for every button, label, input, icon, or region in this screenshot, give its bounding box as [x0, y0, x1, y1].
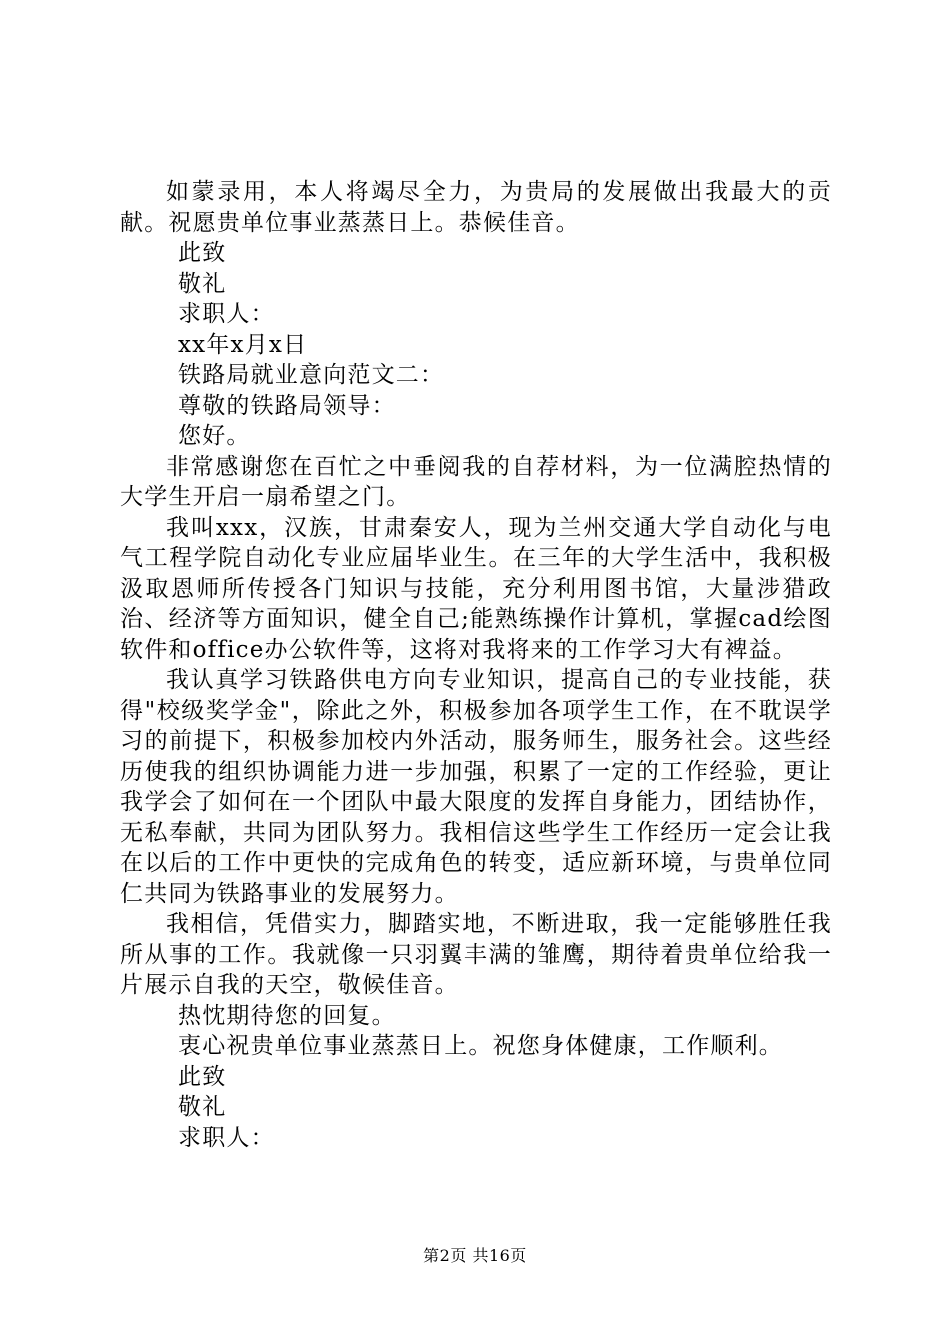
- closing-line: 衷心祝贵单位事业蒸蒸日上。祝您身体健康，工作顺利。: [178, 1033, 783, 1059]
- date-line: xx年x月x日: [178, 331, 308, 358]
- paragraph: 如蒙录用，本人将竭尽全力，为贵局的发展做出我最大的贡献。祝愿贵单位事业蒸蒸日上。恭候佳音。: [120, 179, 832, 236]
- paragraph: 我相信，凭借实力，脚踏实地，不断进取，我一定能够胜任我所从事的工作。我就像一只羽翼丰满的雏鹰，期待着贵单位给我一片展示自我的天空，敬候佳音。: [120, 911, 832, 998]
- closing-line: 此致: [178, 240, 227, 266]
- paragraph: 我叫xxx，汉族，甘肃秦安人，现为兰州交通大学自动化与电气工程学院自动化专业应届毕业生。在三年的大学生活中，我积极汲取恩师所传授各门知识与技能，充分利用图书馆，大量涉猎政治、经济等方面知识，健全自己;能熟练操作计算机，掌握cad绘图软件和office办公软件等，这将对我将来的工作学习大有裨益。: [120, 514, 832, 663]
- closing-line: 热忱期待您的回复。: [178, 1002, 396, 1029]
- page-number-footer: 第2页 共16页: [423, 1246, 527, 1265]
- greeting-line: 尊敬的铁路局领导：: [178, 392, 396, 419]
- closing-line: 此致: [178, 1063, 227, 1090]
- document-body: [120, 177, 832, 1153]
- applicant-line: 求职人：: [178, 1124, 275, 1151]
- salutation-line: 敬礼: [178, 1094, 227, 1120]
- paragraph: 非常感谢您在百忙之中垂阅我的自荐材料，为一位满腔热情的大学生开启一扇希望之门。: [120, 453, 832, 510]
- paragraph: 我认真学习铁路供电方向专业知识，提高自己的专业技能，获得"校级奖学金"，除此之外，积极参加各项学生工作，在不耽误学习的前提下，积极参加校内外活动，服务师生，服务社会。这些经历使我的组织协调能力进一步加强，积累了一定的工作经验，更让我学会了如何在一个团队中最大限度的发挥自身能力，团结协作，无私奉献，共同为团队努力。我相信这些学生工作经历一定会让我在以后的工作中更快的完成角色的转变，适应新环境，与贵单位同仁共同为铁路事业的发展努力。: [120, 667, 832, 907]
- salutation-line: 敬礼: [178, 270, 227, 297]
- applicant-line: 求职人：: [178, 301, 275, 327]
- greeting-line: 您好。: [178, 423, 251, 449]
- section-heading: 铁路局就业意向范文二：: [178, 362, 445, 388]
